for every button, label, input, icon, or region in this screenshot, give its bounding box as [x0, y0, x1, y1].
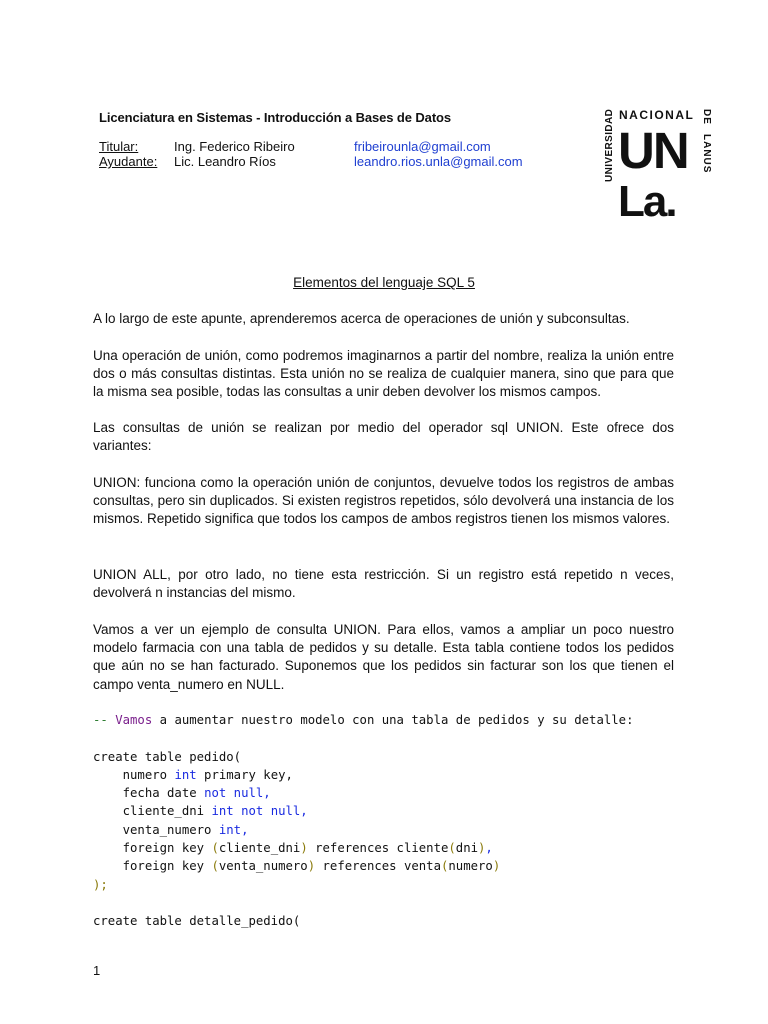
- course-title: Licenciatura en Sistemas - Introducción a Bases de Datos: [99, 110, 452, 125]
- paragraph-intro: A lo largo de este apunte, aprenderemos acerca de operaciones de unión y subconsultas.: [93, 311, 630, 326]
- page-number: 1: [93, 963, 101, 978]
- document-title: Elementos del lenguaje SQL 5: [293, 275, 475, 290]
- code-line-venta: venta_numero int,: [93, 822, 249, 837]
- paragraph-union-operator: Las consultas de unión se realizan por medio del operador sql UNION. Este ofrece dos variantes:: [93, 420, 674, 454]
- code-line-cliente: cliente_dni int not null,: [93, 804, 308, 819]
- titular-email-link[interactable]: fribeirounla@gmail.com: [354, 139, 491, 154]
- paragraph-union: UNION: funciona como la operación unión de conjuntos, devuelve todos los registros de ambas consultas, pero sin duplicados. Si existen registros repetidos, sólo devolverá una instancia de los mismos. Repetido significa que todos los campos de ambos registros tienen los mismos valores.: [93, 475, 674, 527]
- code-line-fecha: fecha date not null,: [93, 786, 271, 801]
- code-create-detalle: create table detalle_pedido(: [93, 914, 301, 929]
- ayudante-label: Ayudante:: [99, 154, 158, 169]
- titular-name: Ing. Federico Ribeiro: [174, 139, 295, 154]
- titular-label: Titular:: [99, 139, 139, 154]
- logo-de-text: DE: [701, 109, 712, 125]
- ayudante-name: Lic. Leandro Ríos: [174, 154, 276, 169]
- logo-lanus-text: LANUS: [701, 134, 712, 174]
- paragraph-example: Vamos a ver un ejemplo de consulta UNION. Para ellos, vamos a ampliar un poco nuestro modelo farmacia con una tabla de pedidos y su detalle. Esta tabla contiene todos los pedidos que aún no se han facturado. Suponemos que los pedidos sin facturar son los que tienen el campo venta_numero en NULL.: [93, 622, 674, 692]
- ayudante-email-link[interactable]: leandro.rios.unla@gmail.com: [354, 154, 523, 169]
- code-line-fk-cliente: foreign key (cliente_dni) references cliente(dni),: [93, 841, 493, 856]
- code-line-numero: numero int primary key,: [93, 767, 293, 782]
- logo-nacional-text: NACIONAL: [619, 108, 695, 122]
- code-close: );: [93, 877, 108, 892]
- logo-universidad-text: UNIVERSIDAD: [604, 108, 615, 182]
- code-comment: -- Vamos: [93, 713, 153, 727]
- code-line-fk-venta: foreign key (venta_numero) references venta(numero): [93, 859, 501, 874]
- sql-code-block: -- Vamos a aumentar nuestro modelo con una tabla de pedidos y su detalle: create table pedido( numero int primary key, fecha date not null, cliente_dni int not null, venta_numero int, foreign key (cliente_dni) references cliente(dni), foreign key (venta_numero) references venta(numero) ); create table detalle_pedido(: [93, 713, 634, 929]
- unla-logo: [600, 104, 715, 224]
- code-create-pedido: create table pedido(: [93, 749, 242, 764]
- logo-la-text: La.: [618, 177, 676, 224]
- paragraph-union-definition: Una operación de unión, como podremos imaginarnos a partir del nombre, realiza la unión entre dos o más consultas distintas. Esta unión no se realiza de cualquier manera, sino que para que la misma sea posible, todas las consultas a unir deben devolver los mismos campos.: [93, 348, 674, 400]
- logo-un-text: UN: [618, 122, 688, 179]
- paragraph-union-all: UNION ALL, por otro lado, no tiene esta restricción. Si un registro está repetido n veces, devolverá n instancias del mismo.: [93, 567, 674, 601]
